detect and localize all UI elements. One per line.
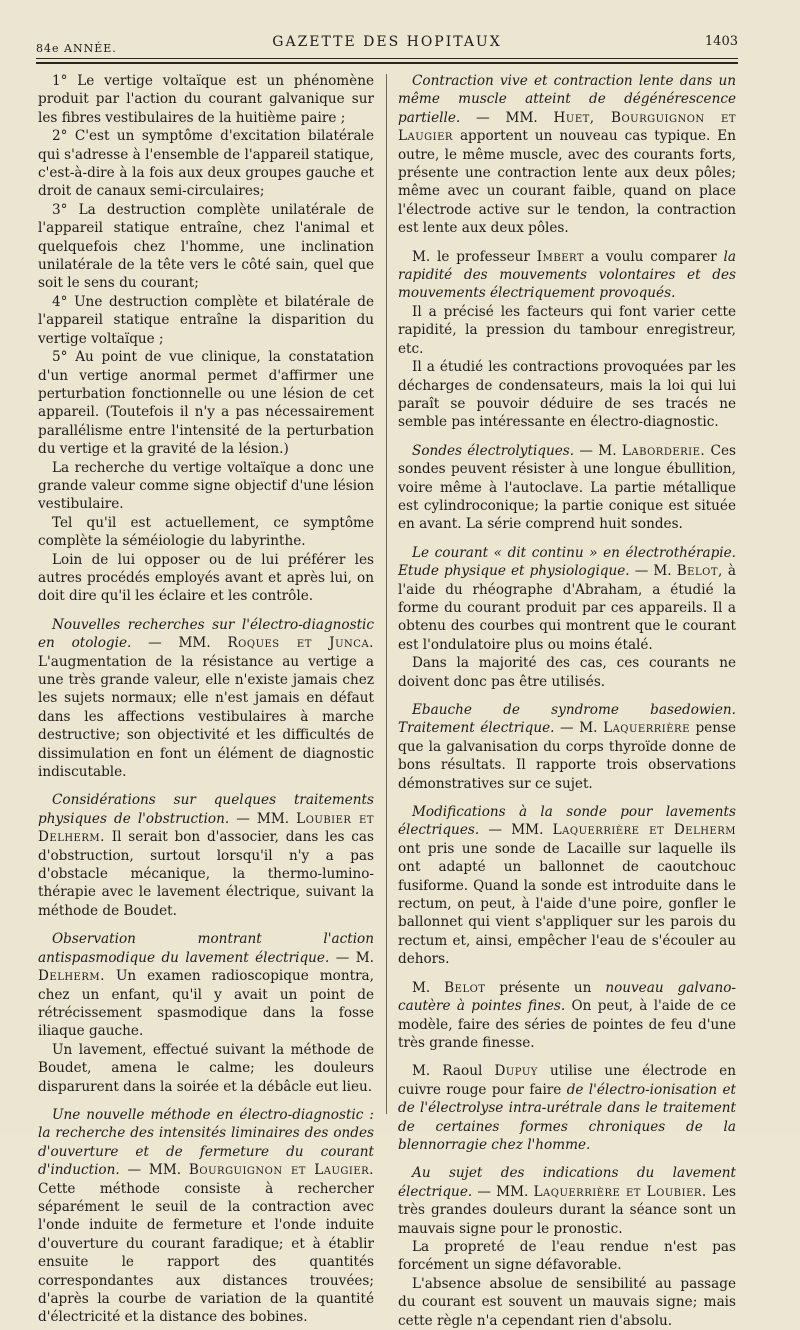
author-names: Belot bbox=[444, 979, 486, 996]
dash: — M. bbox=[574, 442, 622, 459]
section-title: Nouvelles recherches sur l'électro-diagnostic en otologie. bbox=[38, 616, 374, 652]
section-title: Au sujet des indications du lavement électrique. bbox=[398, 1165, 736, 1200]
section-paragraph bbox=[398, 442, 736, 534]
author-names: Imbert bbox=[536, 248, 585, 265]
section-paragraph bbox=[38, 930, 374, 1040]
paragraph: La propreté de l'eau rendue n'est pas forcément un signe défavorable. bbox=[398, 1238, 736, 1274]
section-paragraph bbox=[398, 701, 736, 793]
section-title: Ebauche de syndrome basedowien. Traitement électrique. bbox=[398, 702, 736, 737]
paragraph: Dans la majorité des cas, ces courants ne doivent donc pas être utilisés. bbox=[398, 655, 736, 690]
header-rule-thick bbox=[36, 62, 738, 64]
page-number: 1403 bbox=[704, 34, 738, 49]
section-paragraph bbox=[398, 72, 736, 238]
section-paragraph bbox=[398, 248, 736, 303]
left-column bbox=[38, 72, 374, 1327]
section-paragraph bbox=[38, 616, 374, 782]
section-paragraph bbox=[398, 803, 736, 969]
section-text: Il serait bon d'associer, dans les cas d'obstruction, surtout lorsqu'il n'y a pas d'obstacle mécanique, la thermo-lumino-thérapie avec le lavement électrique, suivant la méthode de Boudet. bbox=[38, 829, 374, 919]
column-divider bbox=[386, 74, 387, 1114]
section-text: pense que la galvanisation du corps thyroïde donne de bons résultats. Il rapporte trois observations démonstratives sur ce sujet. bbox=[398, 720, 736, 792]
section-title: de l'électro-ionisation et de l'électrolyse intra-urétrale dans le traitement de certaines formes chroniques de la blennorragie chez l'homme. bbox=[398, 1081, 736, 1153]
author-names: Laquerrière bbox=[603, 720, 690, 737]
section-text: Un examen radioscopique montra, chez un enfant, qu'il y avait un point de rétrécissement spasmodique dans la fosse iliaque gauche. bbox=[38, 968, 374, 1040]
author-names: Bourguignon et Laugier. bbox=[188, 1162, 375, 1179]
section-title: Sondes électrolytiques. bbox=[412, 442, 575, 459]
section-paragraph bbox=[398, 544, 736, 654]
section-text: Les très grandes douleurs durant la séance sont un mauvais signe pour le pronostic. bbox=[398, 1183, 736, 1237]
mid-text: a voulu comparer bbox=[584, 248, 724, 265]
author-names: Loubier et Delherm. bbox=[38, 810, 374, 846]
paragraph: 5° Au point de vue clinique, la constatation d'un vertige anormal permet d'affirmer une perturbation fonctionnelle ou une lésion de cet appareil. (Toutefois il n'y a pas nécessairement parallélisme entre l'intensité de la perturbation du vertige et la gravité de la lésion.) bbox=[38, 349, 374, 458]
paragraph: 4° Une destruction complète et bilatérale de l'appareil statique entraîne la disparition du vertige voltaïque ; bbox=[38, 293, 374, 347]
dash: — M. bbox=[329, 949, 375, 966]
section-title: Observation montrant l'action antispasmodique du lavement électrique. bbox=[38, 931, 374, 966]
section-title: la rapidité des mouvements volontaires et des mouvements électriquement provoqués. bbox=[398, 248, 736, 302]
paragraph: Tel qu'il est actuellement, ce symptôme complète la séméiologie du labyrinthe. bbox=[38, 514, 374, 550]
author-names: Belot, bbox=[676, 563, 723, 580]
lead-text: M. bbox=[412, 979, 445, 996]
dash: — MM. bbox=[472, 1183, 534, 1200]
author-names: Laborderie. bbox=[621, 442, 706, 459]
author-names: Laquerrière et Loubier. bbox=[533, 1183, 707, 1200]
mid-text: présente un bbox=[485, 979, 606, 996]
dash: — MM. bbox=[479, 822, 553, 839]
page-header bbox=[36, 30, 738, 55]
header-rule-thin bbox=[36, 58, 738, 59]
lead-text: M. le professeur bbox=[412, 248, 537, 265]
section-title: nouveau galvano-cautère à pointes fines. bbox=[398, 979, 736, 1015]
section-title: Contraction vive et contraction lente dans un même muscle atteint de dégénérescence partielle. bbox=[398, 73, 736, 126]
author-names: Roques et Junca. bbox=[227, 635, 374, 652]
paragraph: 1° Le vertige voltaïque est un phénomène produit par l'action du courant galvanique sur les fibres vestibulaires de la huitième paire ; bbox=[38, 73, 374, 126]
dash: — M. bbox=[554, 720, 604, 737]
dash: — M. bbox=[629, 563, 677, 580]
paragraph: 3° La destruction complète unilatérale de l'appareil statique entraîne, chez l'animal et quelquefois chez l'homme, une inclination unilatérale de la tête vers le côté sain, quel que soit le sens du courant; bbox=[38, 201, 374, 292]
section-text: L'augmentation de la résistance au vertige a une très grande valeur, elle n'existe jamais chez les sujets normaux; elle n'est jamais en défaut dans les affections vestibulaires à marche destructive; son objectivité et les difficultés de dissimulation en font un élément de diagnostic indiscutable. bbox=[38, 653, 374, 781]
section-paragraph bbox=[38, 1106, 374, 1327]
author-names: Dupuy bbox=[494, 1063, 538, 1080]
section-text: à l'aide du rhéographe d'Abraham, a étudié la forme du courant produit par ces appareils. Il a obtenu des courbes qui montrent que le courant est l'ondulatoire plus ou moins étalé. bbox=[398, 563, 736, 653]
author-names: Laquerrière et Delherm bbox=[552, 822, 736, 839]
paragraph: Loin de lui opposer ou de lui préférer les autres procédés employés avant et après lui, on doit dire qu'il les éclaire et les contrôle. bbox=[38, 551, 374, 605]
paragraph: Un lavement, effectué suivant la méthode de Boudet, amena le calme; les douleurs disparurent dans la soirée et la débâcle eut lieu. bbox=[38, 1041, 374, 1095]
author-names: Huet, Bourguignon et Laugier bbox=[398, 109, 736, 145]
section-text: Ces sondes peuvent résister à une longue ébullition, voire même à l'autoclave. La partie métallique est cylindroconique; la partie conique est située en avant. La série comprend huit sondes. bbox=[398, 442, 736, 533]
section-paragraph bbox=[398, 979, 736, 1053]
paragraph: Il a précisé les facteurs qui font varier cette rapidité, la pression du tambour enregistreur, etc. bbox=[398, 303, 736, 357]
paragraph: L'absence absolue de sensibilité au passage du courant est souvent un mauvais signe; mais cette règle n'a cependant rien d'absolu. bbox=[398, 1275, 736, 1329]
year-label: 84e ANNÉE. bbox=[36, 42, 117, 55]
dash: — MM. bbox=[119, 1162, 189, 1179]
section-text: ont pris une sonde de Lacaille sur laquelle ils ont adapté un ballonnet de caoutchouc fusiforme. Quand la sonde est introduite dans le rectum, on peut, à l'aide d'une poire, gonfler le ballonnet qui vient s'appliquer sur les parois du rectum et, ainsi, empêcher l'eau de s'écouler au dehors. bbox=[398, 840, 736, 968]
dash: — MM. bbox=[131, 635, 228, 652]
right-column bbox=[398, 72, 736, 1330]
mid-text: utilise une électrode en cuivre rouge pour faire bbox=[398, 1063, 736, 1098]
paragraph: La recherche du vertige voltaïque a donc une grande valeur comme signe objectif d'une lésion vestibulaire. bbox=[38, 459, 374, 513]
section-title: Considérations sur quelques traitements physiques de l'obstruction. bbox=[38, 792, 374, 827]
section-paragraph bbox=[398, 1164, 736, 1238]
paragraph: 2° C'est un symptôme d'excitation bilatérale qui s'adresse à l'ensemble de l'appareil statique, c'est-à-dire à la fois aux deux groupes gauche et droit de canaux semi-circulaires; bbox=[38, 128, 374, 200]
dash: — MM. bbox=[229, 810, 297, 827]
section-title: Modifications à la sonde pour lavements électriques. bbox=[398, 804, 736, 839]
dash: — MM. bbox=[460, 109, 554, 126]
section-title: Le courant « dit continu » en électrothérapie. Etude physique et physiologique. bbox=[398, 544, 736, 580]
lead-text: M. Raoul bbox=[412, 1063, 495, 1080]
journal-title: GAZETTE DES HOPITAUX bbox=[272, 34, 502, 50]
paragraph: Il a étudié les contractions provoquées par les décharges de condensateurs, mais la loi qui lui paraît se pouvoir déduire de ses tracés ne semble pas intéressante en électro-diagnostic. bbox=[398, 359, 736, 431]
section-title: Une nouvelle méthode en électro-diagnostic : la recherche des intensités liminaires des ondes d'ouverture et de fermeture du courant d'induction. bbox=[38, 1106, 374, 1179]
section-paragraph bbox=[398, 1062, 736, 1154]
section-paragraph bbox=[38, 791, 374, 920]
section-text: On peut, à l'aide de ce modèle, faire des séries de pointes de feu d'une très grande finesse. bbox=[398, 998, 736, 1051]
section-text: Cette méthode consiste à rechercher séparément le seuil de la contraction avec l'onde induite de fermeture et l'onde induite d'ouverture du courant faradique; et à établir ensuite le rapport des quantités correspondantes aux distances trouvées; d'après la courbe de variation de la quantité d'électricité et la distance des bobines. bbox=[38, 1180, 374, 1326]
section-text: apportent un nouveau cas typique. En outre, le même muscle, avec des courants forts, présente une contraction lente aux deux pôles; même avec un courant faible, quand on place l'électrode active sur le tendon, la contraction est lente aux deux pôles. bbox=[398, 128, 736, 237]
author-names: Delherm. bbox=[38, 968, 105, 985]
